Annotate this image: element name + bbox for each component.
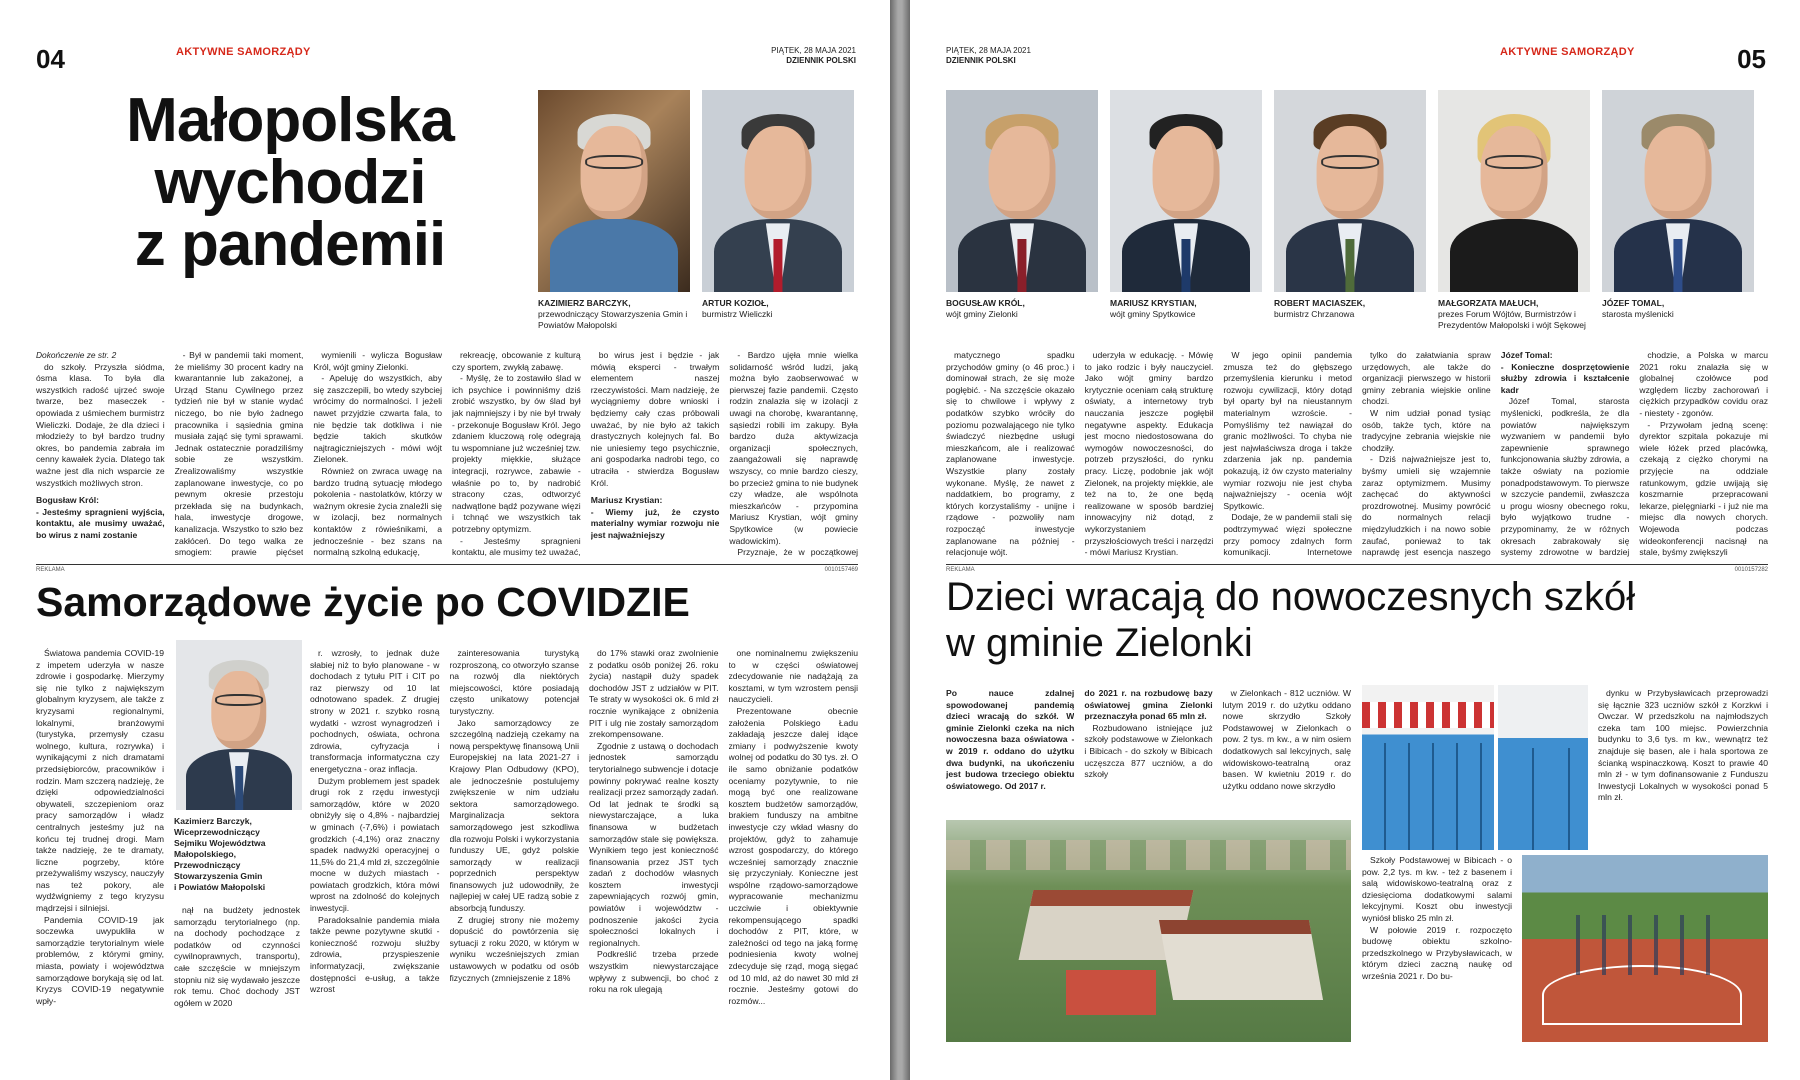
ad-column: [310, 648, 440, 1038]
page-number: 05: [1737, 44, 1766, 74]
caption-role: burmistrz Chrzanowa: [1274, 309, 1355, 319]
article-column: [946, 350, 1075, 560]
photo-caption: [1274, 298, 1426, 320]
caption-role: prezes Forum Wójtów, Burmistrzów i Prezydentów Małopolski i wójt Sękowej: [1438, 309, 1586, 330]
paragraph: dynku w Przybysławicach przeprowadzi się łącznie 323 uczniów szkół z Korzkwi i Owczar. W przedszkolu na najmłodszych czeka tam 100 miejsc. Powierzchnia budynku to 3,6 tys. m kw., wewnątrz też znajduje się basen, ale i hala sportowa ze ścianką wspinaczkową. Koszt to prawie 40 mln zł - w tym dofinansowanie z Funduszu Inwestycji Lokalnych w wysokości ponad 5 mln zł.: [1598, 688, 1768, 803]
paragraph: Prezentowane obecnie założenia Polskiego Ładu zakładają jeszcze dalej idące zmiany i podwyższenie kwoty wolnej od podatku do 30 tys. zł. O ile samo obniżanie podatków oceniamy pozytywnie, to nie mogą być one realizowane kosztem budżetów samorządów, brakiem funduszy na ambitne inwestycje czy wkład własny do projektów, gdyż to zahamuje wzrost gospodarczy, do którego wcześniej samorządy znacznie się przyczyniały. Konieczne jest wspólne rządowo-samorządowe wypracowanie mechanizmu uczciwie i obiektywnie rekompensującego spadki dochodów z PIT, które, w zależności od tego na jaką formę podniesienia kwoty wolnej zdecyduje się rząd, mogą sięgać od 10 mld, aż do nawet 30 mld zł rocznie. Jesteśmy gotowi do rozmów...: [728, 705, 858, 1006]
article-body: [946, 350, 1768, 560]
paragraph: w Zielonkach - 812 uczniów. W lutym 2019 r. do użytku oddano nowe skrzydło Szkoły Podstawowej w Zielonkach o pow. 2 tys. m kw., a w nim osiem dodatkowych sal lekcyjnych, salę widowiskowo-teatralną oraz basen. W kwietniu 2019 r. do użytku oddano nowe skrzydło: [1222, 688, 1351, 791]
pool-photo: [1498, 685, 1588, 850]
ad-bar: [946, 564, 1768, 574]
pull-quote: - Jesteśmy spragnieni wyjścia, kontaktu, ale musimy uważać, bo wirus z nami zostanie: [36, 506, 165, 540]
portrait-photo: [538, 90, 690, 292]
headline-line: w gminie Zielonki: [946, 621, 1253, 665]
ad-column: [729, 648, 859, 1038]
article-column: [175, 350, 304, 560]
caption-name: ARTUR KOZIOŁ,: [702, 298, 769, 308]
portrait-photo: [1110, 90, 1262, 292]
article-column: [1501, 350, 1630, 560]
paper-name: DZIENNIK POLSKI: [786, 56, 856, 65]
ad-column: [1362, 855, 1512, 1042]
ad-bar: [36, 564, 858, 574]
paragraph: - Przywołam jedną scenę: dyrektor szpitala pokazuje mi wiele łóżek przed placówką, czekają z ciężko chorymi na przyjęcie na oddziale ratunkowym, gdzie uwijają się koszmarnie przepracowani lekarze, pielęgniarki - i już nie ma miejsc dla nowych chorych. Wojewoda podczas wideokonferencji nacisnął na stale, byśmy zwiększyli: [1639, 419, 1769, 558]
right-page: [910, 0, 1800, 1080]
photo-caption: [702, 298, 854, 320]
caption-line: Wiceprzewodniczący: [174, 827, 260, 837]
page-gutter: [890, 0, 910, 1080]
caption-line: Sejmiku Województwa: [174, 838, 266, 848]
ad-column: [1592, 688, 1768, 848]
headline-line: Małopolska: [126, 86, 454, 155]
quote-author: Mariusz Krystian:: [590, 495, 663, 506]
date: PIĄTEK, 28 MAJA 2021: [771, 46, 856, 55]
paragraph: matycznego spadku przychodów gminy (o 46 proc.) i dominował strach, że się może pogłębić. - Na szczęście okazało się to chwilowe i wpływy z podatków szybko wróciły do poziomu pozwalającego nie tylko świadczyć niezbędne usługi mieszkańcom, ale i realizować zaplanowane inwestycje. Wszystkie plany zostały wykonane. Myślę, że nawet z naddatkiem, bo programy, z których korzystaliśmy - unijne i rządowe - pozwoliły nam rozpocząć inwestycje zaplanowane na później - relacjonuje wójt.: [946, 350, 1075, 558]
paragraph: tylko do załatwiania spraw urzędowych, ale także do organizacji pierwszego w historii gminy zebrania wiejskie online chodzi.: [1362, 350, 1491, 407]
paragraph: uderzyła w edukację. - Mówię to jako rodzic i były nauczyciel. Jako wójt gminy bardzo krytycznie oceniam całą strukturę oświaty, a internetowy tryb nauczania jeszcze pogłębił negatywne aspekty. Edukacja jest mocno niedostosowana do wymogów nowoczesności, do potrzeb przyszłości, do rynku pracy. Liczę, podobnie jak wójt Zielonek, na projekty miękkie, ale też na to, że one będą realizowane w sposób bardziej innowacyjny niż dotąd, z wykorzystaniem przyszłościowych treści i narzędzi - mówi Mariusz Krystian.: [1084, 350, 1214, 558]
paragraph: Przyznaje, że w początkowej: [737, 547, 859, 558]
paragraph: Również on zwraca uwagę na bardzo trudną sytuację młodego pokolenia - nastolatków, którzy w ważnym okresie życia znaleźli się w izolacji, bez normalnych kontaktów z rówieśnikami, a jednocześnie - bez szans na normalną szkolną edukację,: [313, 465, 443, 558]
article-column: [1085, 350, 1214, 560]
portrait-photo: [1274, 90, 1426, 292]
ad-headline: Samorządowe życie po COVIDZIE: [36, 579, 690, 625]
paragraph: Z drugiej strony nie możemy dopuścić do powtórzenia się sytuacji z roku 2020, w którym w wyniku wcześniejszych zmian ustawowych w podatku od osób fizycznych (zmniejszenie z 18%: [449, 914, 579, 983]
paragraph: Józef Tomal, starosta myślenicki, podkreśla, że dla powiatów największym wyzwaniem w pandemii było zapewnienie sprawnego funkcjonowania służby zdrowia, a także oświaty na poziomie ponadpodstawowym. To pierwsze w szczycie pandemii, zwłaszcza u progu wiosny obecnego roku, było wyjątkowo trudne - przypominamy, że w różnych okresach zabrakowały się systemy zdrowotne w bardziej: [1500, 396, 1630, 558]
paragraph: Szkoły Podstawowej w Bibicach - o pow. 2,2 tys. m kw. - też z basenem i salą widowiskowo-teatralną oraz z dziesięcioma dodatkowymi salami lekcyjnymi. Koszt obu inwestycji wyniósł blisko 25 mln zł.: [1362, 855, 1512, 923]
caption-name: MARIUSZ KRYSTIAN,: [1110, 298, 1197, 308]
ad-column: [589, 648, 719, 1038]
ad-label: REKLAMA: [946, 567, 975, 573]
ad-column: [1084, 688, 1212, 818]
paragraph: wymienili - wylicza Bogusław Król, wójt gminy Zielonki.: [313, 350, 443, 372]
portrait-photo: [702, 90, 854, 292]
ad-column: [36, 648, 164, 1038]
paragraph: Podkreślić trzeba przede wszystkim niewystarczające wpływy z subwencji, bo choć z roku na rok ulegają: [589, 949, 719, 995]
paragraph: Zgodnie z ustawą o dochodach jednostek samorządu terytorialnego subwencje i dotacje powinny pokrywać realne koszty realizacji przez samorządy zadań. Od lat jednak te środki są niewystarczające, a luka finansowa w budżetach samorządów stale się powiększa. Wynikiem tego jest konieczność finansowania przez JST tych zadań z dochodów własnych kosztem inwestycji zapewniających rozwój gmin, powiatów i województw - podnoszenie jakości życia społeczności lokalnych i regionalnych.: [589, 740, 719, 948]
paragraph: Jako samorządowcy ze szczególną nadzieją czekamy na nową perspektywę finansową Unii Europejskiej na lata 2021-27 i Krajowy Plan Odbudowy (KPO), ale jednocześnie postulujemy zwiększenie w nim udziału sektora samorządowego. Marginalizacja sektora samorządowego jest szkodliwa dla rozwoju Polski i wykorzystania funduszy UE, gdyż polskie samorządy w realizacji poprzednich perspektyw finansowych już udowodniły, że najlepiej w całej UE radzą sobie z absorbcją funduszy.: [449, 717, 579, 914]
paragraph: Po nauce zdalnej spowodowanej pandemią dzieci wracają do szkół. W gminie Zielonki czeka na nich nowoczesna baza oświatowa - w 2019 r. oddano do użytku dwa budynki, na ukończeniu jest budowa trzeciego obiektu oświatowego. Od 2017 r.: [946, 688, 1075, 791]
caption-line: i Powiatów Małopolski: [174, 882, 266, 892]
paragraph: - Myślę, że to zostawiło ślad w ich psychice i powinniśmy dziś zrobić wszystko, by ów ślad był jak najmniejszy i by nie był trwały - przekonuje Bogusław Król. Jego zdaniem kluczową rolę odegrają tu wspomniane już wcześniej tzw. projekty miękkie, służące integracji, rozrywce, zabawie - właśnie po to, by nadrobić stracony czas, odtworzyć nadwątlone bądź pozywane więzi i tchnąć we wszystkich tak potrzebny optymizm.: [452, 373, 581, 534]
ad-body: [946, 688, 1351, 818]
paragraph: [946, 559, 1075, 560]
paragraph: do 2021 r. na rozbudowę bazy oświatowej gmina Zielonki przeznaczyła ponad 65 mln zł.: [1084, 688, 1213, 722]
caption-name: ROBERT MACIASZEK,: [1274, 298, 1366, 308]
page-number: 04: [36, 44, 65, 74]
caption-name: JÓZEF TOMAL,: [1602, 298, 1665, 308]
caption-role: przewodniczący Stowarzyszenia Gmin i Powiatów Małopolski: [538, 309, 688, 330]
paragraph: - Dziś najważniejsze jest to, byśmy umieli się wzajemnie zaraz optymizmem. Musimy zachęcać do aktywności prozdrowotnej. Musimy powrócić do normalnych relacji międzyludzkich i na nowo sobie zaufać, ponieważ to tak naprawdę jest esencja naszego: [1362, 454, 1491, 558]
paragraph: Pandemia COVID-19 jak soczewka uwypukliła w samorządzie terytorialnym wiele problemów, z którymi gminy, miasta, powiaty i województwa samorządowe borykają się od lat. Kryzys COVID-19 negatywnie wpły-: [36, 914, 164, 1006]
pull-quote: - Konieczne dosprzętowienie służby zdrowia i kształcenie kadr: [1500, 361, 1630, 395]
portrait-photo: [946, 90, 1098, 292]
ad-code: 0010157469: [824, 567, 858, 573]
photo-caption: [1602, 298, 1754, 320]
caption-line: Przewodniczący: [174, 860, 241, 870]
paragraph: Światowa pandemia COVID-19 z impetem uderzyła w nasze zdrowie i gospodarkę. Mierzymy się nie tylko z największym globalnym kryzysem, ale także z kryzysami regionalnymi, lokalnymi, branżowymi (turystyka, przemysły czasu wolnego, kultura, rozrywka) i wynikającymi z nich dramatami przedsiębiorców, pracowników i rodzin. Mam szczerą nadzieję, że dzięki odpowiedzialności obywateli, szczepieniom oraz pracy samorządów i władz centralnych jesteśmy już na końcu tej trudnej drogi. Mam także nadzieję, że te dramaty, liczne pogrzeby, które przeżywaliśmy wszyscy, nauczyły nas też pokory, ale wydźwigniemy z tego kryzysu mądrzejsi i silniejsi.: [36, 648, 164, 914]
paragraph: bo wirus jest i będzie - jak mówią eksperci - trwałym elementem naszej rzeczywistości. Mam nadzieję, że wyciągniemy dobre wnioski i będziemy cały czas próbowali uważać, by nie było aż takich drastycznych kolejnych fal. Bo nie uniesiemy tego psychicznie, ani gospodarka nadrobi tego, co utraciła - stwierdza Bogusław Król.: [590, 350, 720, 488]
paragraph: - Apeluję do wszystkich, aby się zaszczepili, bo wtedy szybciej wrócimy do normalności. I jeżeli nawet przyjdzie czwarta fala, to nie będzie tak dotkliwa i nie będzie takich skutków najtragiczniejszych - mówi wójt Zielonek.: [313, 373, 443, 465]
caption-name: BOGUSŁAW KRÓL,: [946, 298, 1025, 308]
paragraph: zainteresowania turystyką rozproszoną, co otworzyło szanse na rozwój dla niektórych miejscowości, które posiadają często unikatowy potencjał turystyczny.: [449, 648, 579, 716]
photo-caption: [946, 298, 1098, 320]
caption-name: KAZIMIERZ BARCZYK,: [538, 298, 631, 308]
caption-name: MAŁGORZATA MAŁUCH,: [1438, 298, 1539, 308]
dateline: [771, 46, 856, 66]
paragraph: Dużym problemem jest spadek drugi rok z rzędu inwestycji samorządów, które w 2020 obniżyły się o 4,8% - najbardziej w gminach (-7,6%) i powiatach grodzkich (-4,1%) oraz znaczny spadek nadwyżki operacyjnej o 11,5% do 21,4 mld zł, szczególnie mocne w dużych miastach - powiatach grodzkich, która mówi wprost na zdolność do kolejnych inwestycji.: [310, 775, 440, 914]
school-aerial-photo: [946, 820, 1351, 1042]
paragraph: do szkoły. Przyszła siódma, ósma klasa. To była dla wszystkich radość ujrzeć swoje twarze, bez maseczek - opowiada z uśmiechem burmistrz Wieliczki. Dodaje, że dla dzieci i młodzieży to był bardzo trudny okres, bo pandemia zabrała im cenny kawałek życia. Dlatego tak ważne jest dla nich wsparcie ze wszystkich możliwych stron.: [36, 361, 165, 488]
ad-photo-caption: [174, 816, 300, 893]
paragraph: W jego opinii pandemia zmusza też do głębszego przemyślenia kierunku i metod rozwoju cywilizacji, który dotąd był oparty był na nieustannym materialnym wzroście. - Pomyśliśmy też nawiązał do granic możliwości. To chyba nie jest najwłaściwsza droga i także zdarzenia jak np. pandemia pokazują, iż ów czysto materialny wymiar rozwoju nie jest chyba najważniejszy - ocenia wójt Spytkowic.: [1223, 350, 1353, 511]
photo-caption: [1438, 298, 1598, 331]
paragraph: one nominalnemu zwiększeniu to w części oświatowej zdecydowanie nie nadążają za kosztami, w tym wzrostem pensji nauczycieli.: [728, 648, 858, 705]
paragraph: rekreację, obcowanie z kulturą czy sportem, zwykłą zabawę.: [452, 350, 581, 372]
paragraph: Paradoksalnie pandemia miała także pewne pozytywne skutki - konieczność rozwoju służby zdrowia, przyspieszenie informatyzacji, zwiększanie dostępności e-usług, a także wzrost: [310, 914, 440, 995]
photo-caption: [1110, 298, 1262, 320]
paragraph: do 17% stawki oraz zwolnienie z podatku osób poniżej 26. roku życia) nastąpił duży spadek dochodów JST z udziałów w PIT. Te straty w wysokości ok. 6 mld zł rocznie wynikające z obniżenia PIT i ulg nie zostały samorządom zrekompensowane.: [589, 648, 719, 740]
paper-name: DZIENNIK POLSKI: [946, 56, 1016, 65]
quote-author: Bogusław Król:: [36, 495, 100, 506]
ad-body: [1362, 855, 1512, 1042]
headline-line: z pandemii: [134, 210, 446, 279]
section-label: AKTYWNE SAMORZĄDY: [1500, 46, 1635, 58]
caption-line: Stowarzyszenia Gmin: [174, 871, 263, 881]
article-column: [1639, 350, 1768, 560]
paragraph: chodzie, a Polska w marcu 2021 roku znalazła się w globalnej czołówce pod względem liczby zachorowań i ciężkich przypadków covidu oraz - niestety - zgonów.: [1639, 350, 1769, 418]
left-page: [0, 0, 890, 1080]
caption-role: burmistrz Wieliczki: [702, 309, 773, 319]
article-column: [591, 350, 720, 560]
paragraph: - Był w pandemii taki moment, że mieliśmy 30 procent kadry na kwarantannie lub zakażonej, a Urząd Stanu Cywilnego przez tydzień nie był w stanie wydać niczego, bo nie było żadnego pracownika i sąsiednia gmina musiała zająć się tymi sprawami. Jednak ostatecznie poradziliśmy sobie ze wszystkim. Zrealizowaliśmy wszystkie zaplanowane inwestycje, co po pewnym okresie przestoju przekłada się na budynkach, hala, inwestycje drogowe, kanalizacja. Wszystko to szło bez zakłóceń. Do tego walka ze smogiem: prawie pięćset: [174, 350, 304, 558]
portrait-photo: [1602, 90, 1754, 292]
main-headline: [80, 86, 500, 279]
paragraph: Dodaje, że w pandemii stali się podtrzymywać więzi społeczne przy pomocy zdalnych form komunikacji. Internetowe: [1223, 512, 1353, 558]
dateline: [946, 46, 1031, 66]
ad-headline: [946, 574, 1635, 666]
date: PIĄTEK, 28 MAJA 2021: [946, 46, 1031, 55]
continuation-note: Dokończenie ze str. 2: [36, 350, 117, 360]
paragraph: - Bardzo ujęła mnie wielka solidarność wśród ludzi, jaką można było zaobserwować w pierwszej fazie pandemii. Często rodzin znalazła się w izolacji z uwagi na chorobę, kwarantannę, sąsiedzi robili im zakupy. Była bardzo duża aktywizacja organizacji społecznych, zaangażowali się naprawdę wszyscy, co mnie bardzo cieszy, bo przecież gmina to nie budynek czy władze, ale wspólnota mieszkańców - przypomina Mariusz Krystian, wójt gminy Spytkowice (w powiecie wadowickim).: [729, 350, 859, 546]
caption-role: wójt gminy Zielonki: [946, 309, 1018, 319]
paragraph: Rozbudowano istniejące już szkoły podstawowe w Zielonkach i Bibicach - do szkoły w Bibicach uczęszcza 877 uczniów, a do szkoły: [1084, 722, 1213, 780]
headline-line: Dzieci wracają do nowoczesnych szkół: [946, 575, 1636, 619]
caption-role: wójt gminy Spytkowice: [1110, 309, 1196, 319]
portrait-photo: [1438, 90, 1590, 292]
article-column: [452, 350, 581, 560]
ad-column: [174, 648, 300, 1038]
caption-role: starosta myślenicki: [1602, 309, 1674, 319]
article-body: [36, 350, 858, 560]
paragraph: W nim udział ponad tysiąc osób, także tych, które na tradycyjne zebrania wiejskie nie chodziły.: [1362, 407, 1491, 453]
article-column: [36, 350, 165, 560]
caption-line: Małopolskiego,: [174, 849, 237, 859]
paragraph: - Jesteśmy spragnieni kontaktu, ale musimy też uważać,: [452, 535, 581, 558]
pool-photo: [1362, 685, 1494, 850]
ad-label: REKLAMA: [36, 567, 65, 573]
photo-caption: [538, 298, 690, 331]
ad-code: 0010157282: [1734, 567, 1768, 573]
caption-line: Kazimierz Barczyk,: [174, 816, 252, 826]
ad-column: [1223, 688, 1351, 818]
paragraph: r. wzrosły, to jednak duże słabiej niż to było planowane - w dochodach z tytułu PIT i CIT po raz pierwszy od 10 lat odnotowano spadek. Z drugiej strony w 2021 r. szybko rosną wydatki - wzrost wynagrodzeń i pochodnych, oświata, ochrona zdrowia, cyfryzacja i transformacja informatyczna czy energetyczna - oraz inflacja.: [310, 648, 440, 774]
article-column: [1362, 350, 1491, 560]
paragraph: W połowie 2019 r. rozpoczęto budowę obiektu szkolno-przedszkolnego w Przybysławicach, w którym dzieci zaczną naukę od września 2021 r. Do bu-: [1362, 924, 1512, 981]
article-column: [313, 350, 442, 560]
quote-author: Józef Tomal:: [1500, 350, 1553, 360]
headline-line: wychodzi: [154, 148, 426, 217]
article-column: [1223, 350, 1352, 560]
ad-column: [946, 688, 1074, 818]
sports-court-photo: [1522, 855, 1768, 1042]
pull-quote: - Wiemy już, że czysto materialny wymiar rozwoju nie jest najważniejszy: [590, 506, 720, 540]
ad-column: [450, 648, 580, 1038]
ad-body: [36, 648, 858, 1038]
paragraph: nął na budżety jednostek samorządu terytorialnego (np. na dochody pochodzące z podatków od czynności cywilnoprawnych, transportu), całe szczęście w mniejszym stopniu niż się wydawało jeszcze rok temu. Choć dochody JST ogółem w 2020: [174, 905, 300, 1008]
article-column: [729, 350, 858, 560]
section-label: AKTYWNE SAMORZĄDY: [176, 46, 311, 58]
